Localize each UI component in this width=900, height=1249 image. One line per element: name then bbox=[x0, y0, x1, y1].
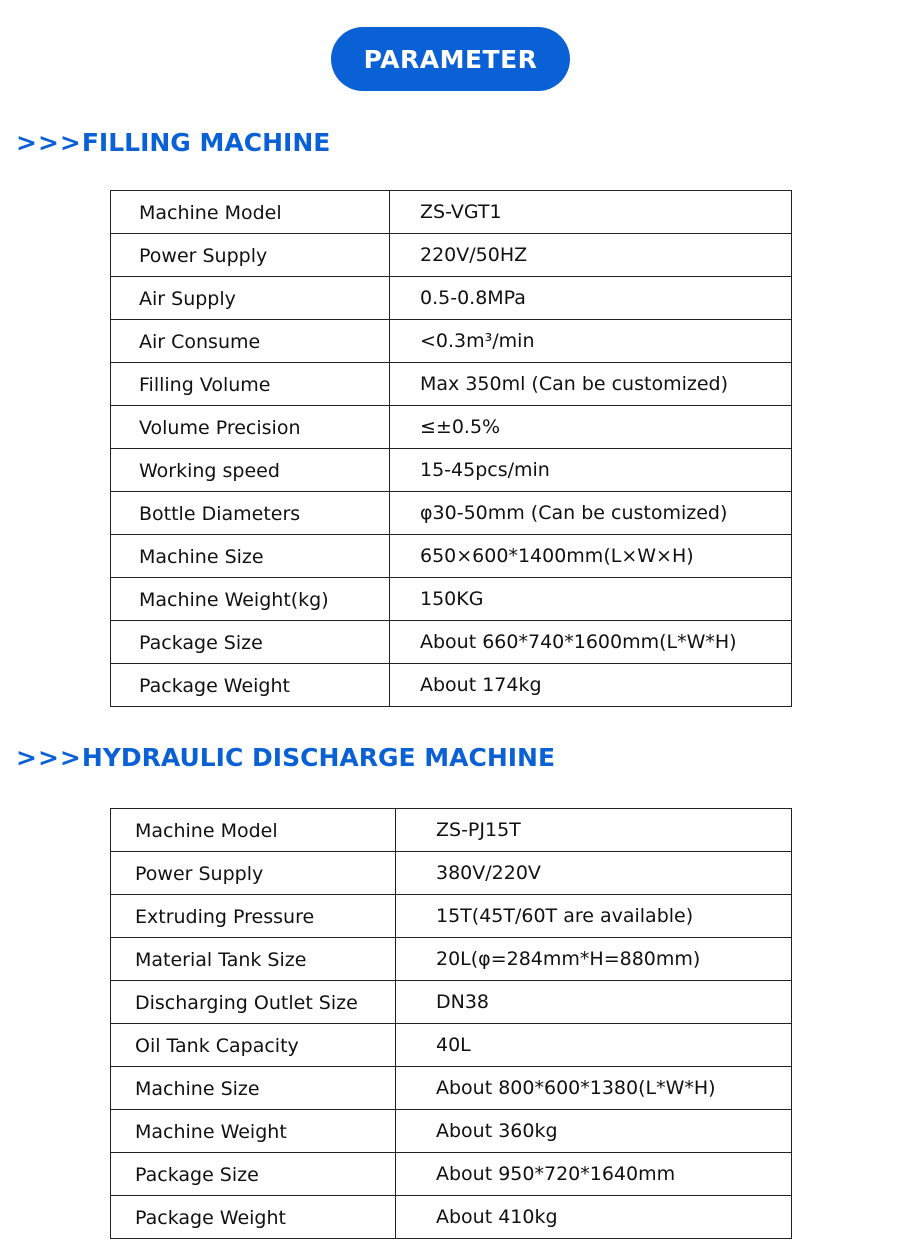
spec-label: Working speed bbox=[111, 449, 390, 492]
spec-row bbox=[111, 535, 792, 578]
spec-label: Package Size bbox=[111, 621, 390, 664]
spec-label: Bottle Diameters bbox=[111, 492, 390, 535]
spec-value: φ30-50mm (Can be customized) bbox=[390, 492, 792, 535]
spec-value: 20L(φ=284mm*H=880mm) bbox=[396, 938, 792, 981]
spec-label: Oil Tank Capacity bbox=[111, 1024, 396, 1067]
spec-row bbox=[111, 1196, 792, 1239]
spec-row bbox=[111, 234, 792, 277]
spec-label: Material Tank Size bbox=[111, 938, 396, 981]
spec-row bbox=[111, 578, 792, 621]
spec-value: 380V/220V bbox=[396, 852, 792, 895]
spec-row bbox=[111, 277, 792, 320]
spec-value: 15-45pcs/min bbox=[390, 449, 792, 492]
spec-label: Machine Weight(kg) bbox=[111, 578, 390, 621]
spec-label: Package Size bbox=[111, 1153, 396, 1196]
spec-row bbox=[111, 1067, 792, 1110]
spec-value: 650×600*1400mm(L×W×H) bbox=[390, 535, 792, 578]
spec-label: Extruding Pressure bbox=[111, 895, 396, 938]
spec-value: DN38 bbox=[396, 981, 792, 1024]
spec-value: ZS-VGT1 bbox=[390, 191, 792, 234]
spec-value: 150KG bbox=[390, 578, 792, 621]
spec-value: About 950*720*1640mm bbox=[396, 1153, 792, 1196]
spec-value: 40L bbox=[396, 1024, 792, 1067]
filling-machine-heading bbox=[16, 128, 330, 157]
spec-label: Machine Weight bbox=[111, 1110, 396, 1153]
spec-value: <0.3m³/min bbox=[390, 320, 792, 363]
spec-label: Air Consume bbox=[111, 320, 390, 363]
spec-row bbox=[111, 895, 792, 938]
spec-label: Package Weight bbox=[111, 1196, 396, 1239]
spec-label: Package Weight bbox=[111, 664, 390, 707]
spec-row bbox=[111, 1024, 792, 1067]
spec-row bbox=[111, 363, 792, 406]
spec-value: Max 350ml (Can be customized) bbox=[390, 363, 792, 406]
spec-label: Machine Model bbox=[111, 809, 396, 852]
spec-value: About 174kg bbox=[390, 664, 792, 707]
spec-value: ZS-PJ15T bbox=[396, 809, 792, 852]
spec-value: ≤±0.5% bbox=[390, 406, 792, 449]
spec-label: Machine Size bbox=[111, 535, 390, 578]
spec-row bbox=[111, 809, 792, 852]
spec-row bbox=[111, 449, 792, 492]
spec-label: Air Supply bbox=[111, 277, 390, 320]
spec-label: Discharging Outlet Size bbox=[111, 981, 396, 1024]
spec-label: Volume Precision bbox=[111, 406, 390, 449]
spec-row bbox=[111, 664, 792, 707]
hydraulic-machine-heading bbox=[16, 743, 555, 772]
spec-value: About 410kg bbox=[396, 1196, 792, 1239]
spec-value: About 360kg bbox=[396, 1110, 792, 1153]
spec-label: Machine Model bbox=[111, 191, 390, 234]
spec-label: Machine Size bbox=[111, 1067, 396, 1110]
spec-label: Filling Volume bbox=[111, 363, 390, 406]
spec-row bbox=[111, 492, 792, 535]
spec-row bbox=[111, 191, 792, 234]
spec-row bbox=[111, 981, 792, 1024]
spec-label: Power Supply bbox=[111, 852, 396, 895]
spec-value: 220V/50HZ bbox=[390, 234, 792, 277]
filling-machine-title: FILLING MACHINE bbox=[81, 128, 331, 157]
spec-row bbox=[111, 938, 792, 981]
hydraulic-machine-spec-table bbox=[110, 808, 792, 1239]
spec-row bbox=[111, 621, 792, 664]
spec-label: Power Supply bbox=[111, 234, 390, 277]
spec-value: 15T(45T/60T are available) bbox=[396, 895, 792, 938]
heading-arrows: >>> bbox=[16, 743, 82, 772]
spec-value: About 660*740*1600mm(L*W*H) bbox=[390, 621, 792, 664]
spec-row bbox=[111, 1110, 792, 1153]
spec-value: About 800*600*1380(L*W*H) bbox=[396, 1067, 792, 1110]
spec-row bbox=[111, 1153, 792, 1196]
spec-row bbox=[111, 852, 792, 895]
spec-row bbox=[111, 320, 792, 363]
filling-machine-spec-table bbox=[110, 190, 792, 707]
spec-row bbox=[111, 406, 792, 449]
spec-value: 0.5-0.8MPa bbox=[390, 277, 792, 320]
hydraulic-machine-title: HYDRAULIC DISCHARGE MACHINE bbox=[81, 743, 556, 772]
heading-arrows: >>> bbox=[16, 128, 82, 157]
parameter-badge: PARAMETER bbox=[331, 27, 570, 91]
